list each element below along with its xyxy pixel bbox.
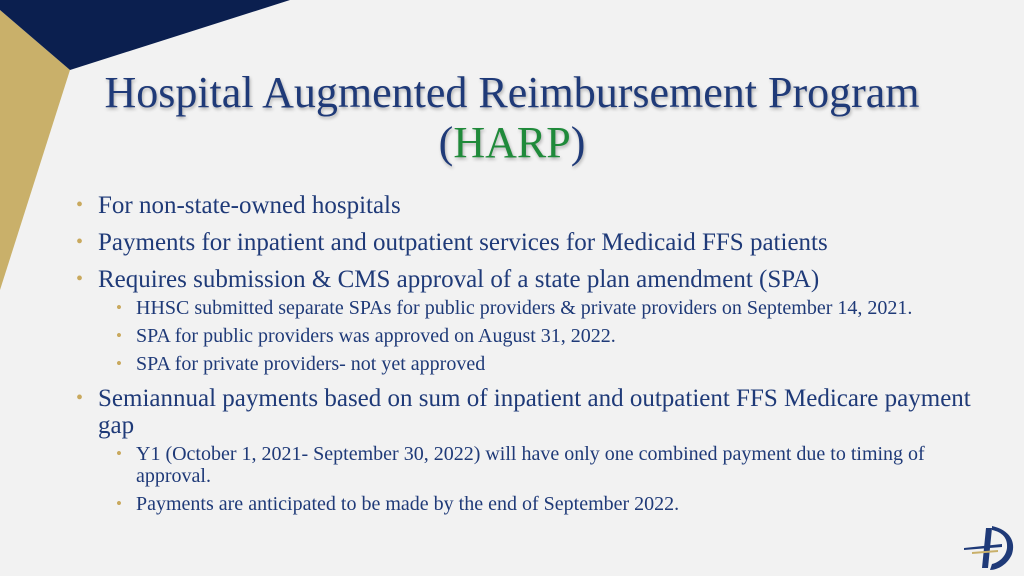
title-line-2 [60,118,964,168]
sub-bullet-item: • Y1 (October 1, 2021- September 30, 2022) will have only one combined payment due to timing of approval. [116,443,976,487]
sub-bullet-item: • Payments are anticipated to be made by the end of September 2022. [116,493,976,515]
title-paren-open: ( [438,118,454,167]
agency-logo-icon [962,522,1020,572]
bullet-item: • For non-state-owned hospitals [76,192,976,219]
sub-bullet-list [76,297,976,375]
bullet-item: • Payments for inpatient and outpatient services for Medicaid FFS patients [76,229,976,256]
bullet-list [76,192,976,525]
bullet-item: • Requires submission & CMS approval of a state plan amendment (SPA) [76,266,976,293]
bullet-item: • Semiannual payments based on sum of inpatient and outpatient FFS Medicare payment gap [76,385,976,439]
slide-title [60,68,964,168]
title-line-1: Hospital Augmented Reimbursement Program [104,68,920,117]
title-acronym: HARP [453,118,571,167]
title-paren-close: ) [570,118,586,167]
sub-bullet-item: • SPA for public providers was approved on August 31, 2022. [116,325,976,347]
sub-bullet-list [76,443,976,515]
sub-bullet-item: • HHSC submitted separate SPAs for public providers & private providers on September 14, 2021. [116,297,976,319]
sub-bullet-item: • SPA for private providers- not yet approved [116,353,976,375]
